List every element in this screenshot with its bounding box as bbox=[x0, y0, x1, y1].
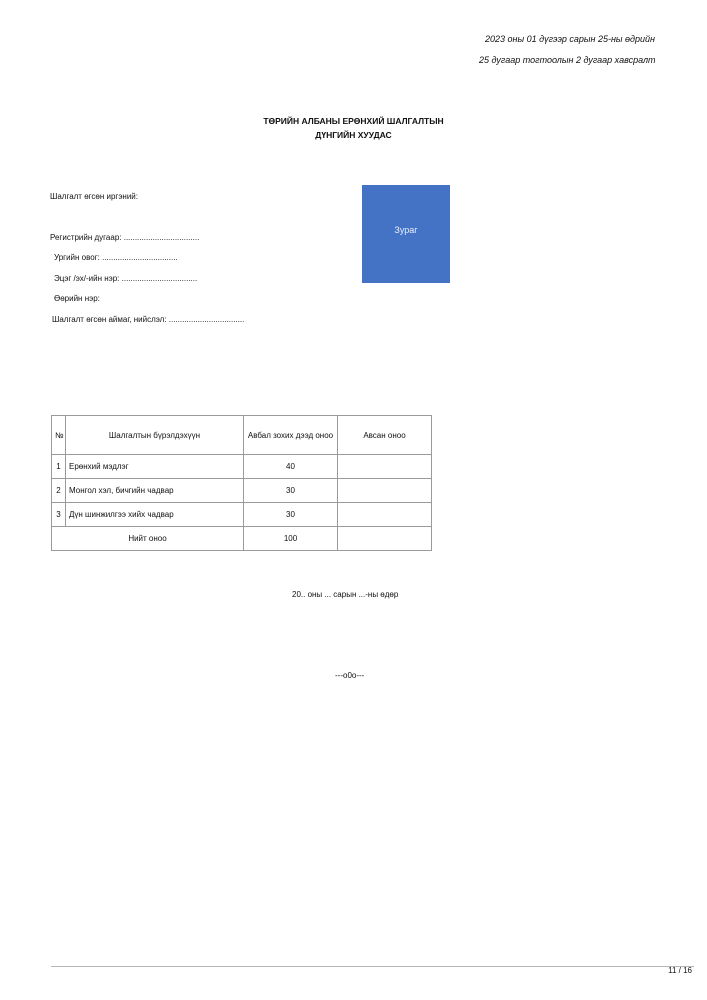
table-header-row bbox=[52, 416, 432, 455]
footer-divider bbox=[51, 966, 694, 967]
row-number: 2 bbox=[52, 479, 66, 503]
header-annex-ref: 25 дугаар тогтоолын 2 дугаар хавсралт bbox=[479, 55, 656, 65]
row-max-score: 40 bbox=[244, 455, 338, 479]
title-line-2: ДҮНГИЙН ХУУДАС bbox=[315, 130, 392, 140]
date-line: 20.. оны ... сарын ...-ны өдөр bbox=[292, 590, 399, 599]
row-component: Ерөнхий мэдлэг bbox=[66, 455, 244, 479]
row-max-score: 30 bbox=[244, 503, 338, 527]
row-obtained-score bbox=[338, 455, 432, 479]
row-obtained-score bbox=[338, 479, 432, 503]
score-table bbox=[51, 415, 432, 551]
citizen-label: Шалгалт өгсөн иргэний: bbox=[50, 192, 138, 201]
row-max-score: 30 bbox=[244, 479, 338, 503]
col-component-header: Шалгалтын бүрэлдэхүүн bbox=[66, 416, 244, 455]
family-name-field: Ургийн овог: .................................. bbox=[54, 253, 178, 262]
table-row bbox=[52, 503, 432, 527]
table-row bbox=[52, 479, 432, 503]
register-field: Регистрийн дугаар: .................................. bbox=[50, 233, 200, 242]
row-component: Дүн шинжилгээ хийх чадвар bbox=[66, 503, 244, 527]
photo-label: Зураг bbox=[394, 225, 418, 235]
col-number-header: № bbox=[52, 416, 66, 455]
exam-location-field: Шалгалт өгсөн аймаг, нийслэл: .................................. bbox=[52, 315, 245, 324]
col-max-score-header: Авбал зохих дээд оноо bbox=[244, 416, 338, 455]
header-resolution-date: 2023 оны 01 дүгээр сарын 25-ны өдрийн bbox=[485, 34, 656, 44]
row-number: 1 bbox=[52, 455, 66, 479]
row-obtained-score bbox=[338, 503, 432, 527]
document-title bbox=[0, 114, 707, 142]
row-number: 3 bbox=[52, 503, 66, 527]
row-component: Монгол хэл, бичгийн чадвар bbox=[66, 479, 244, 503]
col-obtained-score-header: Авсан оноо bbox=[338, 416, 432, 455]
total-max-score: 100 bbox=[244, 527, 338, 551]
parent-name-field: Эцэг /эх/-ийн нэр: .................................. bbox=[54, 274, 198, 283]
total-label: Нийт оноо bbox=[52, 527, 244, 551]
total-obtained-score bbox=[338, 527, 432, 551]
title-line-1: ТӨРИЙН АЛБАНЫ ЕРӨНХИЙ ШАЛГАЛТЫН bbox=[263, 116, 444, 126]
table-total-row bbox=[52, 527, 432, 551]
own-name-field: Өөрийн нэр: bbox=[54, 294, 100, 303]
end-mark: ---o0o--- bbox=[335, 671, 365, 680]
table-row bbox=[52, 455, 432, 479]
page-number: 11 / 16 bbox=[668, 966, 692, 975]
photo-placeholder bbox=[362, 185, 450, 283]
